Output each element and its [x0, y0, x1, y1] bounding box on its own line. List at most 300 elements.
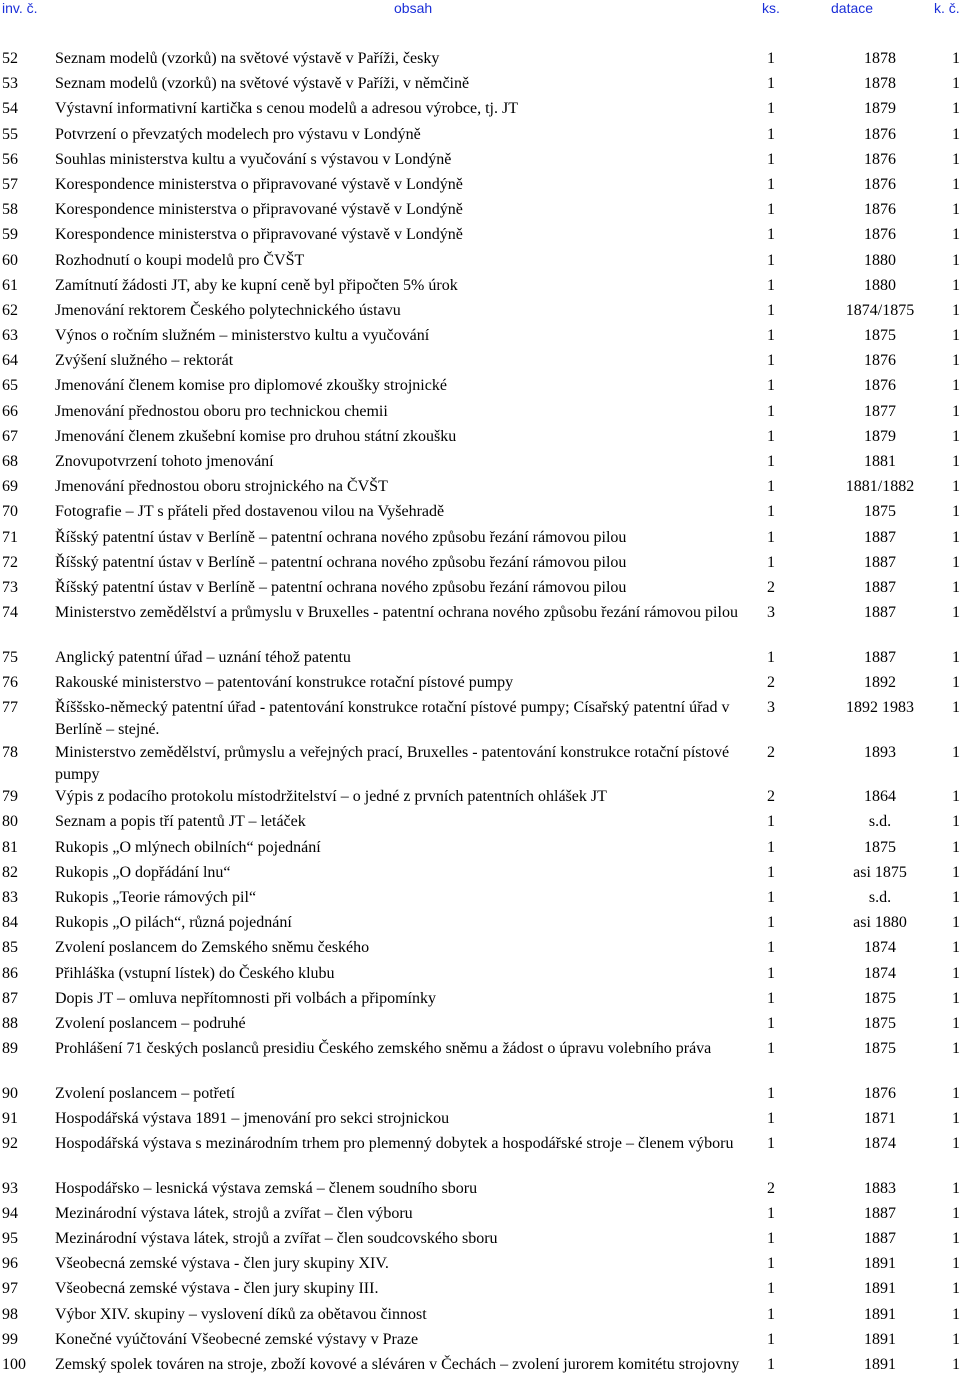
dating-cell: 1876 [864, 377, 896, 395]
description-cell: Konečné vyúčtování Všeobecné zemské výstavy v Praze [55, 1330, 419, 1348]
box-number-cell: 1 [952, 150, 960, 168]
box-number-cell: 1 [952, 377, 960, 395]
pieces-cell: 1 [767, 1305, 775, 1323]
inventory-number-cell: 81 [2, 838, 18, 856]
table-row [0, 1133, 960, 1178]
description-cell: Seznam modelů (vzorků) na světové výstavě v Paříži, česky [55, 50, 440, 67]
box-number-cell: 1 [952, 1014, 960, 1032]
header-inventory-number: inv. č. [2, 0, 38, 16]
pieces-cell: 1 [767, 528, 775, 546]
table-row [0, 174, 960, 199]
box-number-cell: 1 [952, 699, 960, 717]
box-number-cell: 1 [952, 1280, 960, 1298]
inventory-number-cell: 64 [2, 352, 18, 370]
pieces-cell: 1 [767, 402, 775, 420]
box-number-cell: 1 [952, 838, 960, 856]
dating-cell: 1876 [864, 175, 896, 193]
pieces-cell: 1 [767, 989, 775, 1007]
inventory-number-cell: 85 [2, 939, 18, 957]
pieces-cell: 1 [767, 150, 775, 168]
pieces-cell: 1 [767, 427, 775, 445]
inventory-number-cell: 60 [2, 251, 18, 269]
inventory-number-cell: 93 [2, 1179, 18, 1197]
table-row [0, 1253, 960, 1278]
description-cell: Korespondence ministerstva o připravované výstavě v Londýně [55, 226, 463, 244]
pieces-cell: 1 [767, 276, 775, 294]
box-number-cell: 1 [952, 75, 960, 93]
table-row [0, 451, 960, 476]
pieces-cell: 1 [767, 1330, 775, 1348]
description-cell: Přihláška (vstupní lístek) do Českého klubu [55, 964, 335, 982]
description-cell: Říššsko-německý patentní úřad - patentování konstrukce rotační pístové pumpy; Císařský patentní úřad v Berlíně – stejné. [55, 699, 730, 739]
pieces-cell: 1 [767, 1204, 775, 1222]
description-cell: Jmenování rektorem Českého polytechnického ústavu [55, 301, 401, 319]
dating-cell: 1874 [864, 964, 896, 982]
description-cell: Souhlas ministerstva kultu a vyučování s výstavou v Londýně [55, 150, 452, 168]
box-number-cell: 1 [952, 1135, 960, 1153]
inventory-number-cell: 67 [2, 427, 18, 445]
dating-cell: 1876 [864, 201, 896, 219]
box-number-cell: 1 [952, 478, 960, 496]
inventory-number-cell: 53 [2, 75, 18, 93]
table-row [0, 1083, 960, 1108]
pieces-cell: 1 [767, 1356, 775, 1374]
pieces-cell: 2 [767, 743, 775, 761]
inventory-number-cell: 63 [2, 327, 18, 345]
pieces-cell: 1 [767, 1135, 775, 1153]
description-cell: Říšský patentní ústav v Berlíně – patentní ochrana nového způsobu řezání rámovou pilou [55, 578, 627, 596]
box-number-cell: 1 [952, 1084, 960, 1102]
inventory-number-cell: 65 [2, 377, 18, 395]
inventory-number-cell: 62 [2, 301, 18, 319]
description-cell: Jmenování přednostou oboru strojnického na ČVŠT [55, 478, 388, 496]
dating-cell: 1881/1882 [845, 478, 915, 496]
inventory-number-cell: 98 [2, 1305, 18, 1323]
box-number-cell: 1 [952, 50, 960, 67]
pieces-cell: 1 [767, 838, 775, 856]
description-cell: Mezinárodní výstava látek, strojů a zvířat – člen výboru [55, 1204, 413, 1222]
inventory-number-cell: 72 [2, 553, 18, 571]
inventory-number-cell: 75 [2, 648, 18, 666]
table-row [0, 963, 960, 988]
box-number-cell: 1 [952, 453, 960, 470]
pieces-cell: 1 [767, 301, 775, 319]
header-dating: datace [831, 0, 874, 16]
box-number-cell: 1 [952, 1179, 960, 1197]
box-number-cell: 1 [952, 1040, 960, 1058]
inventory-number-cell: 59 [2, 226, 18, 244]
table-row [0, 1178, 960, 1203]
dating-cell: 1879 [864, 427, 896, 445]
inventory-number-cell: 87 [2, 989, 18, 1007]
dating-cell: 1874/1875 [845, 301, 915, 319]
dating-cell: 1887 [864, 578, 896, 596]
dating-cell: 1891 [864, 1305, 896, 1323]
pieces-cell: 1 [767, 251, 775, 269]
box-number-cell: 1 [952, 553, 960, 571]
description-cell: Potvrzení o převzatých modelech pro výstavu v Londýně [55, 125, 421, 143]
description-cell: Výpis z podacího protokolu místodržitelství – o jedné z prvních patentních ohlášek JT [55, 788, 607, 806]
description-cell: Zvolení poslancem – potřetí [55, 1084, 235, 1102]
description-cell: Zemský spolek továren na stroje, zboží kovové a sléváren v Čechách – zvolení jurorem komitétu strojovny [55, 1356, 740, 1374]
table-row [0, 811, 960, 836]
pieces-cell: 1 [767, 553, 775, 571]
table-row [0, 672, 960, 697]
pieces-cell: 2 [767, 578, 775, 596]
dating-cell: 1879 [864, 100, 896, 118]
box-number-cell: 1 [952, 251, 960, 269]
inventory-number-cell: 91 [2, 1109, 18, 1127]
dating-cell: 1887 [864, 1204, 896, 1222]
pieces-cell: 1 [767, 889, 775, 907]
dating-cell: 1875 [864, 327, 896, 345]
table-row [0, 98, 960, 123]
box-number-cell: 1 [952, 100, 960, 118]
description-cell: Výbor XIV. skupiny – vyslovení díků za obětavou činnost [55, 1305, 427, 1323]
pieces-cell: 3 [767, 604, 775, 622]
dating-cell: 1887 [864, 528, 896, 546]
inventory-number-cell: 89 [2, 1040, 18, 1058]
description-cell: Jmenování členem komise pro diplomové zkoušky strojnické [55, 377, 447, 395]
dating-cell: 1880 [864, 251, 896, 269]
pieces-cell: 1 [767, 226, 775, 244]
inventory-number-cell: 82 [2, 863, 18, 881]
table-row [0, 426, 960, 451]
pieces-cell: 2 [767, 673, 775, 691]
box-number-cell: 1 [952, 914, 960, 932]
inventory-number-cell: 68 [2, 453, 18, 470]
inventory-number-cell: 55 [2, 125, 18, 143]
box-number-cell: 1 [952, 175, 960, 193]
description-cell: Říšský patentní ústav v Berlíně – patentní ochrana nového způsobu řezání rámovou pilou [55, 528, 627, 546]
inventory-number-cell: 70 [2, 503, 18, 521]
table-row [0, 275, 960, 300]
description-cell: Seznam modelů (vzorků) na světové výstavě v Paříži, v němčině [55, 75, 470, 93]
box-number-cell: 1 [952, 1330, 960, 1348]
table-row [0, 862, 960, 887]
description-cell: Korespondence ministerstva o připravované výstavě v Londýně [55, 175, 463, 193]
description-cell: Dopis JT – omluva nepřítomnosti při volbách a připomínky [55, 989, 436, 1007]
pieces-cell: 1 [767, 352, 775, 370]
box-number-cell: 1 [952, 989, 960, 1007]
inventory-number-cell: 73 [2, 578, 18, 596]
pieces-cell: 1 [767, 100, 775, 118]
inventory-number-cell: 66 [2, 402, 18, 420]
pieces-cell: 1 [767, 377, 775, 395]
inventory-number-cell: 88 [2, 1014, 18, 1032]
box-number-cell: 1 [952, 743, 960, 761]
table-row [0, 401, 960, 426]
box-number-cell: 1 [952, 1109, 960, 1127]
inventory-number-cell: 86 [2, 964, 18, 982]
description-cell: Prohlášení 71 českých poslanců presidiu Českého zemského sněmu a žádost o úpravu volebního práva [55, 1040, 712, 1058]
box-number-cell: 1 [952, 788, 960, 806]
table-row [0, 937, 960, 962]
inventory-number-cell: 57 [2, 175, 18, 193]
table-row [0, 1329, 960, 1354]
dating-cell: 1876 [864, 1084, 896, 1102]
pieces-cell: 1 [767, 50, 775, 67]
table-row [0, 1278, 960, 1303]
pieces-cell: 1 [767, 863, 775, 881]
box-number-cell: 1 [952, 1230, 960, 1248]
table-row [0, 149, 960, 174]
table-row [0, 837, 960, 862]
inventory-number-cell: 80 [2, 813, 18, 831]
pieces-cell: 1 [767, 453, 775, 470]
dating-cell: 1875 [864, 1014, 896, 1032]
box-number-cell: 1 [952, 648, 960, 666]
dating-cell: 1880 [864, 276, 896, 294]
pieces-cell: 2 [767, 788, 775, 806]
pieces-cell: 1 [767, 1109, 775, 1127]
description-cell: Říšský patentní ústav v Berlíně – patentní ochrana nového způsobu řezání rámovou pilou [55, 553, 627, 571]
description-cell: Jmenování členem zkušební komise pro druhou státní zkoušku [55, 427, 457, 445]
table-row [0, 325, 960, 350]
table-row [0, 73, 960, 98]
description-cell: Fotografie – JT s přáteli před dostavenou vilou na Vyšehradě [55, 503, 445, 521]
dating-cell: 1864 [864, 788, 896, 806]
dating-cell: 1892 1983 [846, 699, 914, 717]
table-row [0, 224, 960, 249]
description-cell: Ministerstvo zemědělství, průmyslu a veřejných prací, Bruxelles - patentování konstrukce rotační pístové pumpy [55, 743, 730, 783]
table-row [0, 602, 960, 647]
box-number-cell: 1 [952, 301, 960, 319]
description-cell: Výstavní informativní kartička s cenou modelů a adresou výrobce, tj. JT [55, 100, 518, 118]
pieces-cell: 1 [767, 1040, 775, 1058]
table-row [0, 1304, 960, 1329]
box-number-cell: 1 [952, 1305, 960, 1323]
description-cell: Ministerstvo zemědělství a průmyslu v Bruxelles - patentní ochrana nového způsobu řezání rámovou pilou [55, 604, 738, 622]
table-row [0, 476, 960, 501]
pieces-cell: 3 [767, 699, 775, 717]
box-number-cell: 1 [952, 604, 960, 622]
description-cell: Hospodářská výstava s mezinárodním trhem pro plemenný dobytek a hospodářské stroje – členem výboru [55, 1135, 734, 1153]
inventory-number-cell: 69 [2, 478, 18, 496]
dating-cell: asi 1875 [853, 863, 907, 881]
box-number-cell: 1 [952, 813, 960, 831]
table-row [0, 250, 960, 275]
box-number-cell: 1 [952, 939, 960, 957]
dating-cell: 1881 [864, 453, 896, 470]
description-cell: Výnos o ročním služném – ministerstvo kultu a vyučování [55, 327, 430, 345]
pieces-cell: 1 [767, 1084, 775, 1102]
inventory-number-cell: 74 [2, 604, 18, 622]
table-row [0, 199, 960, 224]
inventory-number-cell: 58 [2, 201, 18, 219]
inventory-number-cell: 92 [2, 1135, 18, 1153]
dating-cell: 1874 [864, 1135, 896, 1153]
table-row [0, 988, 960, 1013]
inventory-number-cell: 77 [2, 699, 18, 717]
table-row [0, 697, 960, 742]
description-cell: Hospodářsko – lesnická výstava zemská – členem soudního sboru [55, 1179, 478, 1197]
pieces-cell: 1 [767, 503, 775, 521]
description-cell: Zvýšení služného – rektorát [55, 352, 234, 370]
box-number-cell: 1 [952, 226, 960, 244]
dating-cell: 1878 [864, 50, 896, 67]
description-cell: Rukopis „O mlýnech obilních“ pojednání [55, 838, 321, 856]
pieces-cell: 1 [767, 125, 775, 143]
description-cell: Anglický patentní úřad – uznání téhož patentu [55, 648, 351, 666]
dating-cell: 1874 [864, 939, 896, 957]
header-box-number: k. č. [934, 0, 960, 16]
inventory-number-cell: 95 [2, 1230, 18, 1248]
pieces-cell: 1 [767, 1280, 775, 1298]
dating-cell: 1891 [864, 1255, 896, 1273]
box-number-cell: 1 [952, 528, 960, 546]
inventory-number-cell: 97 [2, 1280, 18, 1298]
table-row [0, 1228, 960, 1253]
description-cell: Hospodářská výstava 1891 – jmenování pro sekci strojnickou [55, 1109, 450, 1127]
inventory-number-cell: 61 [2, 276, 18, 294]
table-row [0, 527, 960, 552]
dating-cell: 1876 [864, 352, 896, 370]
table-row [0, 1354, 960, 1399]
box-number-cell: 1 [952, 964, 960, 982]
pieces-cell: 1 [767, 964, 775, 982]
dating-cell: 1887 [864, 648, 896, 666]
dating-cell: 1887 [864, 1230, 896, 1248]
inventory-number-cell: 52 [2, 50, 18, 67]
inventory-number-cell: 90 [2, 1084, 18, 1102]
table-row [0, 647, 960, 672]
header-pieces: ks. [762, 0, 780, 16]
table-row [0, 124, 960, 149]
table-row [0, 1013, 960, 1038]
pieces-cell: 1 [767, 939, 775, 957]
pieces-cell: 1 [767, 914, 775, 932]
dating-cell: 1887 [864, 553, 896, 571]
description-cell: Všeobecná zemské výstava - člen jury skupiny III. [55, 1280, 379, 1298]
inventory-number-cell: 56 [2, 150, 18, 168]
description-cell: Znovupotvrzení tohoto jmenování [55, 453, 274, 470]
description-cell: Mezinárodní výstava látek, strojů a zvířat – člen soudcovského sboru [55, 1230, 498, 1248]
description-cell: Zvolení poslancem do Zemského sněmu českého [55, 939, 370, 957]
inventory-number-cell: 79 [2, 788, 18, 806]
inventory-number-cell: 100 [2, 1356, 26, 1374]
description-cell: Seznam a popis tří patentů JT – letáček [55, 813, 306, 831]
dating-cell: 1878 [864, 75, 896, 93]
box-number-cell: 1 [952, 402, 960, 420]
inventory-number-cell: 71 [2, 528, 18, 546]
pieces-cell: 1 [767, 648, 775, 666]
box-number-cell: 1 [952, 327, 960, 345]
dating-cell: 1891 [864, 1330, 896, 1348]
pieces-cell: 1 [767, 1255, 775, 1273]
box-number-cell: 1 [952, 503, 960, 521]
dating-cell: 1876 [864, 125, 896, 143]
box-number-cell: 1 [952, 276, 960, 294]
dating-cell: 1875 [864, 838, 896, 856]
dating-cell: 1891 [864, 1280, 896, 1298]
description-cell: Jmenování přednostou oboru pro technickou chemii [55, 402, 388, 420]
table-row [0, 552, 960, 577]
box-number-cell: 1 [952, 673, 960, 691]
table-row [0, 501, 960, 526]
dating-cell: 1871 [864, 1109, 896, 1127]
column-header [0, 0, 960, 24]
dating-cell: 1887 [864, 604, 896, 622]
dating-cell: 1875 [864, 503, 896, 521]
box-number-cell: 1 [952, 1255, 960, 1273]
dating-cell: 1891 [864, 1356, 896, 1374]
table-row [0, 742, 960, 787]
box-number-cell: 1 [952, 201, 960, 219]
table-row [0, 1203, 960, 1228]
description-cell: Zamítnutí žádosti JT, aby ke kupní ceně byl připočten 5% úrok [55, 276, 458, 294]
dating-cell: 1883 [864, 1179, 896, 1197]
table-row [0, 300, 960, 325]
description-cell: Všeobecná zemské výstava - člen jury skupiny XIV. [55, 1255, 389, 1273]
table-row [0, 786, 960, 811]
pieces-cell: 1 [767, 1014, 775, 1032]
pieces-cell: 1 [767, 327, 775, 345]
table-row [0, 1038, 960, 1083]
inventory-number-cell: 84 [2, 914, 18, 932]
pieces-cell: 1 [767, 175, 775, 193]
pieces-cell: 1 [767, 813, 775, 831]
description-cell: Rakouské ministerstvo – patentování konstrukce rotační pístové pumpy [55, 673, 514, 691]
pieces-cell: 1 [767, 75, 775, 93]
dating-cell: 1875 [864, 989, 896, 1007]
pieces-cell: 2 [767, 1179, 775, 1197]
table-row [0, 350, 960, 375]
dating-cell: 1876 [864, 150, 896, 168]
description-cell: Rukopis „O pilách“, různá pojednání [55, 914, 292, 932]
description-cell: Zvolení poslancem – podruhé [55, 1014, 246, 1032]
box-number-cell: 1 [952, 125, 960, 143]
table-row [0, 48, 960, 73]
inventory-number-cell: 76 [2, 673, 18, 691]
dating-cell: 1892 [864, 673, 896, 691]
dating-cell: 1893 [864, 743, 896, 761]
header-content: obsah [394, 0, 433, 16]
pieces-cell: 1 [767, 1230, 775, 1248]
box-number-cell: 1 [952, 352, 960, 370]
inventory-number-cell: 96 [2, 1255, 18, 1273]
dating-cell: s.d. [868, 889, 892, 907]
box-number-cell: 1 [952, 1356, 960, 1374]
table-row [0, 1108, 960, 1133]
dating-cell: 1875 [864, 1040, 896, 1058]
description-cell: Rukopis „O dopřádání lnu“ [55, 863, 231, 881]
box-number-cell: 1 [952, 427, 960, 445]
table-row [0, 375, 960, 400]
dating-cell: asi 1880 [853, 914, 907, 932]
description-cell: Rukopis „Teorie rámových pil“ [55, 889, 257, 907]
table-row [0, 577, 960, 602]
box-number-cell: 1 [952, 889, 960, 907]
pieces-cell: 1 [767, 478, 775, 496]
table-row [0, 887, 960, 912]
inventory-number-cell: 83 [2, 889, 18, 907]
dating-cell: s.d. [868, 813, 892, 831]
description-cell: Rozhodnutí o koupi modelů pro ČVŠT [55, 251, 305, 269]
pieces-cell: 1 [767, 201, 775, 219]
box-number-cell: 1 [952, 578, 960, 596]
inventory-number-cell: 54 [2, 100, 18, 118]
box-number-cell: 1 [952, 863, 960, 881]
inventory-number-cell: 78 [2, 743, 18, 761]
box-number-cell: 1 [952, 1204, 960, 1222]
dating-cell: 1876 [864, 226, 896, 244]
inventory-number-cell: 99 [2, 1330, 18, 1348]
inventory-number-cell: 94 [2, 1204, 18, 1222]
description-cell: Korespondence ministerstva o připravované výstavě v Londýně [55, 201, 463, 219]
dating-cell: 1877 [864, 402, 896, 420]
table-row [0, 912, 960, 937]
